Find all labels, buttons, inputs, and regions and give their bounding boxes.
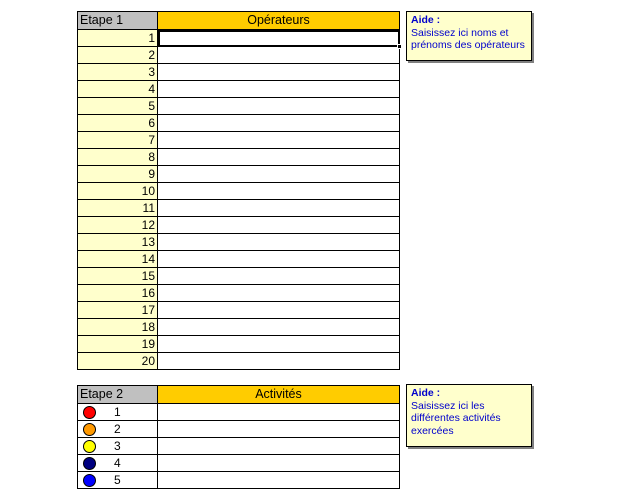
activity-number: 1 (114, 405, 121, 419)
activity-name-cell[interactable] (158, 421, 400, 438)
operator-row-number[interactable]: 18 (78, 319, 158, 336)
operator-name-cell[interactable] (158, 200, 400, 217)
activities-header[interactable]: Activités (158, 386, 400, 404)
activity-color-cell[interactable] (78, 421, 158, 438)
activity-row (78, 404, 400, 421)
operator-row-number[interactable]: 12 (78, 217, 158, 234)
activity-row (78, 472, 400, 489)
activity-name-cell[interactable] (158, 404, 400, 421)
operator-row (78, 166, 400, 183)
activity-name-cell[interactable] (158, 455, 400, 472)
operator-name-cell[interactable] (158, 353, 400, 370)
operator-row-number[interactable]: 16 (78, 285, 158, 302)
operator-row-number[interactable]: 2 (78, 47, 158, 64)
operator-row (78, 251, 400, 268)
operator-name-cell[interactable] (158, 47, 400, 64)
activity-color-cell[interactable] (78, 404, 158, 421)
operator-row (78, 47, 400, 64)
color-circle-icon (83, 474, 96, 487)
operator-name-cell[interactable] (158, 251, 400, 268)
operator-name-cell[interactable] (158, 132, 400, 149)
operator-name-cell[interactable] (158, 336, 400, 353)
activity-row (78, 421, 400, 438)
operator-row-number[interactable]: 7 (78, 132, 158, 149)
operator-row-number[interactable]: 8 (78, 149, 158, 166)
operator-row (78, 30, 400, 47)
operator-name-cell[interactable] (158, 64, 400, 81)
activity-number: 5 (114, 473, 121, 487)
operator-row-number[interactable]: 1 (78, 30, 158, 47)
activity-color-cell[interactable] (78, 438, 158, 455)
operator-name-cell[interactable] (158, 302, 400, 319)
operator-row-number[interactable]: 4 (78, 81, 158, 98)
activities-table (77, 385, 400, 489)
operator-row (78, 319, 400, 336)
activity-row (78, 438, 400, 455)
operator-name-cell[interactable] (158, 183, 400, 200)
operator-row (78, 81, 400, 98)
operator-name-cell[interactable] (158, 319, 400, 336)
operator-row-number[interactable]: 20 (78, 353, 158, 370)
operator-row (78, 217, 400, 234)
operator-row-number[interactable]: 5 (78, 98, 158, 115)
operator-name-cell[interactable] (158, 81, 400, 98)
activity-name-cell[interactable] (158, 438, 400, 455)
operator-row (78, 64, 400, 81)
activity-name-cell[interactable] (158, 472, 400, 489)
activity-number: 3 (114, 439, 121, 453)
operator-row (78, 115, 400, 132)
operator-row-number[interactable]: 17 (78, 302, 158, 319)
operator-row (78, 183, 400, 200)
color-circle-icon (83, 406, 96, 419)
operator-name-cell[interactable] (158, 234, 400, 251)
operator-row (78, 353, 400, 370)
operator-row-number[interactable]: 13 (78, 234, 158, 251)
operator-name-cell[interactable] (158, 115, 400, 132)
operators-header[interactable]: Opérateurs (158, 12, 400, 30)
operator-row (78, 336, 400, 353)
help-note-operators (406, 11, 532, 61)
help-note-text: Saisissez ici les différentes activités exercées (411, 399, 501, 437)
operator-row-number[interactable]: 9 (78, 166, 158, 183)
operator-name-cell[interactable] (158, 149, 400, 166)
operator-row (78, 285, 400, 302)
activity-number: 4 (114, 456, 121, 470)
operator-row-number[interactable]: 14 (78, 251, 158, 268)
operator-row (78, 268, 400, 285)
activity-row (78, 455, 400, 472)
color-circle-icon (83, 423, 96, 436)
operator-name-cell[interactable] (158, 217, 400, 234)
operator-row (78, 302, 400, 319)
help-note-activities (406, 384, 532, 447)
fill-handle[interactable] (397, 44, 402, 49)
operators-table (77, 11, 400, 370)
operator-row-number[interactable]: 11 (78, 200, 158, 217)
operator-row (78, 149, 400, 166)
help-note-title: Aide : (411, 387, 441, 399)
operator-name-cell[interactable] (158, 285, 400, 302)
help-note-title: Aide : (411, 14, 441, 26)
operator-name-cell[interactable] (158, 268, 400, 285)
operator-row-number[interactable]: 10 (78, 183, 158, 200)
operator-row-number[interactable]: 19 (78, 336, 158, 353)
activity-color-cell[interactable] (78, 472, 158, 489)
color-circle-icon (83, 457, 96, 470)
operator-row-number[interactable]: 15 (78, 268, 158, 285)
operator-name-cell-selected[interactable] (158, 30, 400, 47)
color-circle-icon (83, 440, 96, 453)
operator-name-cell[interactable] (158, 166, 400, 183)
operator-row (78, 200, 400, 217)
operator-row-number[interactable]: 6 (78, 115, 158, 132)
operator-row (78, 132, 400, 149)
operator-name-cell[interactable] (158, 98, 400, 115)
help-note-text: Saisissez ici noms et prénoms des opérateurs (411, 26, 525, 51)
operator-row (78, 234, 400, 251)
operator-row (78, 98, 400, 115)
step1-label[interactable]: Etape 1 (78, 12, 158, 30)
step2-label[interactable]: Etape 2 (78, 386, 158, 404)
operator-row-number[interactable]: 3 (78, 64, 158, 81)
activity-number: 2 (114, 422, 121, 436)
activity-color-cell[interactable] (78, 455, 158, 472)
